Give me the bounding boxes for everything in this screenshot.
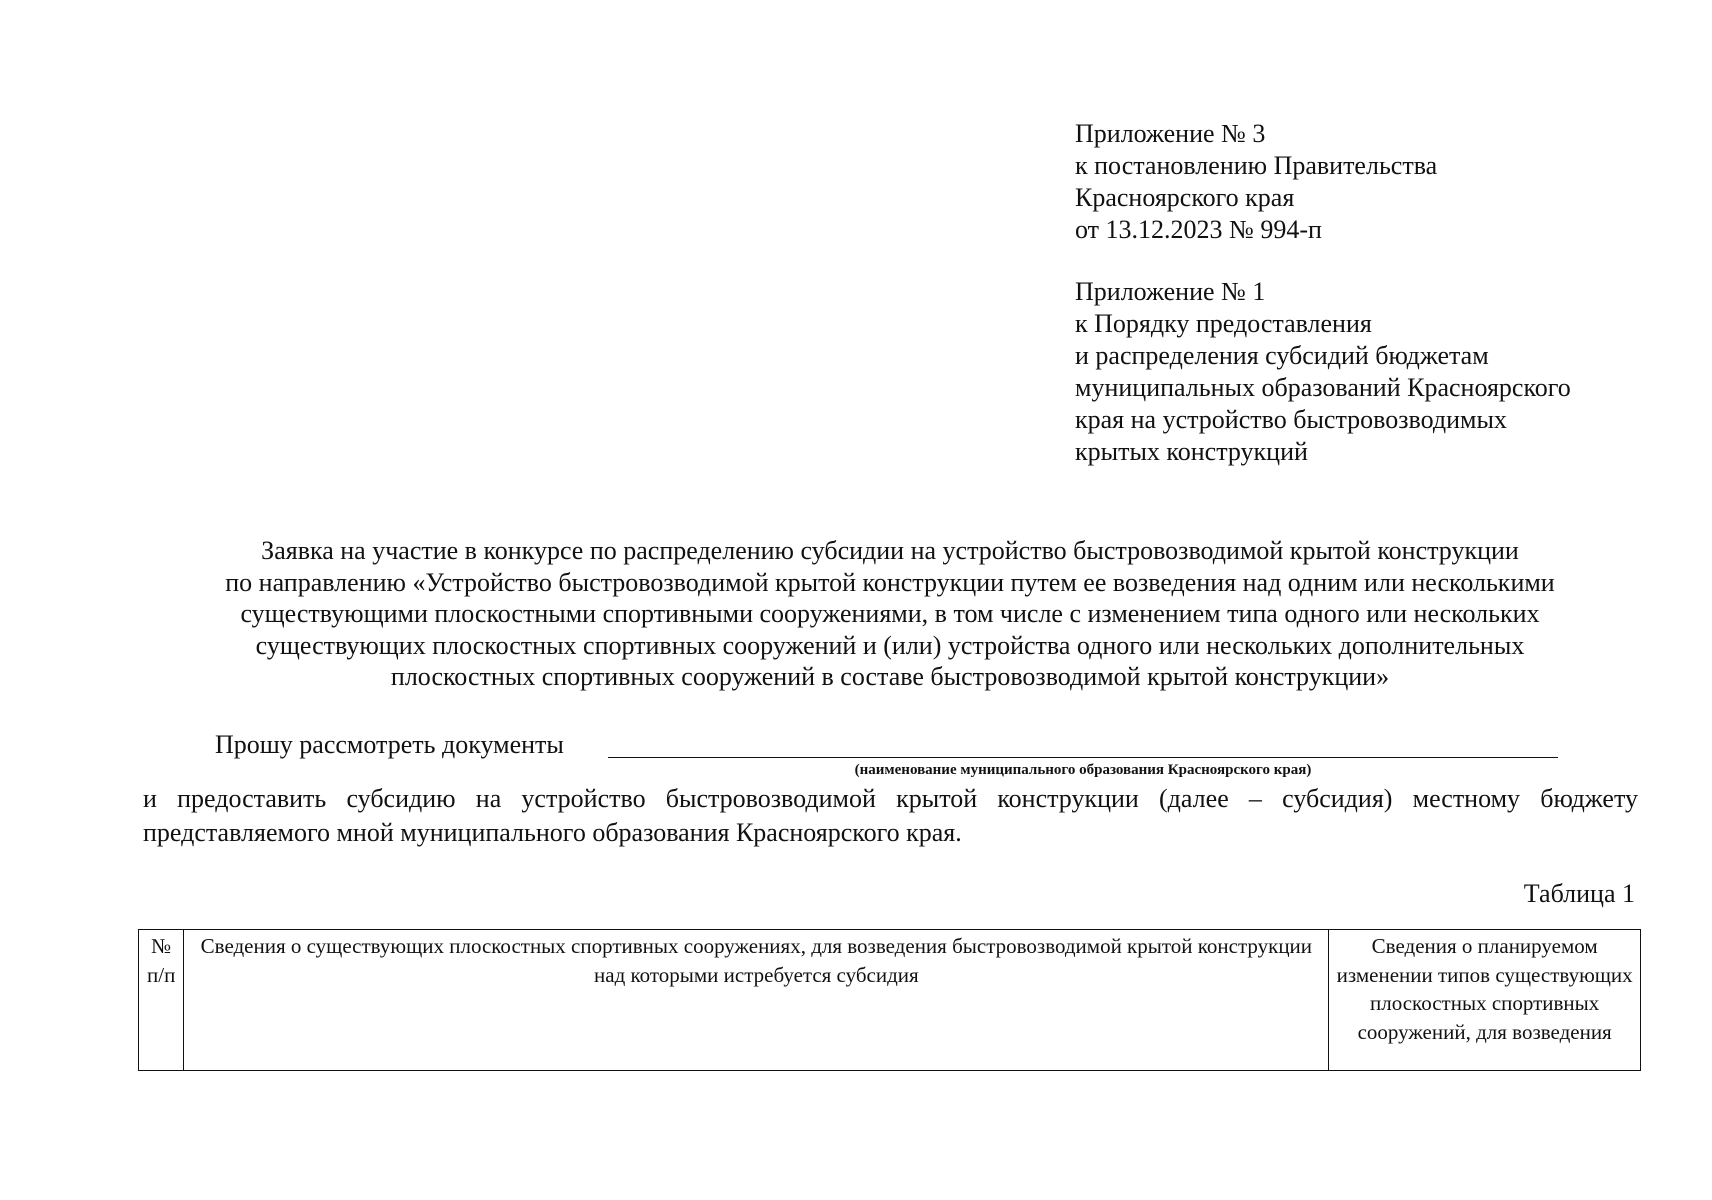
appendix-line: Красноярского края [1075, 183, 1295, 212]
table-header-row [139, 930, 1641, 1071]
header-existing-facilities: Сведения о существующих плоскостных спортивных сооружениях, для возведения быстровозводимой крытой конструкции над которыми истребуется субсидия [184, 930, 1329, 1071]
table-label: Таблица 1 [1523, 879, 1635, 908]
paragraph-line: представляемого мной муниципального образования Красноярского края. [143, 818, 962, 847]
appendix-header [1075, 118, 1571, 468]
municipality-field-caption: (наименование муниципального образования Красноярского края) [854, 762, 1312, 778]
title-line: плоскостных спортивных сооружений в составе быстровозводимой крытой конструкции» [390, 662, 1390, 691]
header-number: № п/п [139, 930, 184, 1071]
header-planned-changes: Сведения о планируемом изменении типов существующих плоскостных спортивных сооружений, для возведения [1329, 930, 1641, 1071]
appendix-line: Приложение № 1 [1075, 277, 1266, 306]
title-line: существующими плоскостными спортивными сооружениями, в том числе с изменением типа одного или нескольких [240, 599, 1540, 628]
appendix-line: Приложение № 3 [1075, 119, 1266, 148]
title-line: существующих плоскостных спортивных сооружений и (или) устройства одного или нескольких дополнительных [255, 630, 1525, 660]
municipality-name-field[interactable] [608, 757, 1558, 758]
request-lead: Прошу рассмотреть документы [215, 730, 564, 759]
paragraph-line: и предоставить субсидию на устройство быстровозводимой крытой конструкции (далее – субсидия) местному бюджету [143, 784, 1638, 813]
appendix-spacer [1075, 246, 1571, 276]
appendix-line: крытых конструкций [1075, 437, 1308, 466]
subsidy-table [138, 929, 1641, 1071]
appendix-line: и распределения субсидий бюджетам [1075, 341, 1489, 370]
request-paragraph [143, 782, 1638, 850]
appendix-line: к постановлению Правительства [1075, 151, 1438, 180]
title-line: по направлению «Устройство быстровозводимой крытой конструкции путем ее возведения над одним или несколькими [225, 567, 1555, 597]
appendix-line: от 13.12.2023 № 994-п [1075, 215, 1322, 244]
appendix-line: края на устройство быстровозводимых [1075, 405, 1507, 434]
title-line: Заявка на участие в конкурсе по распределению субсидии на устройство быстровозводимой крытой конструкции [261, 536, 1519, 565]
document-title [140, 535, 1640, 693]
appendix-line: к Порядку предоставления [1075, 309, 1372, 338]
appendix-line: муниципальных образований Красноярского [1075, 373, 1571, 402]
